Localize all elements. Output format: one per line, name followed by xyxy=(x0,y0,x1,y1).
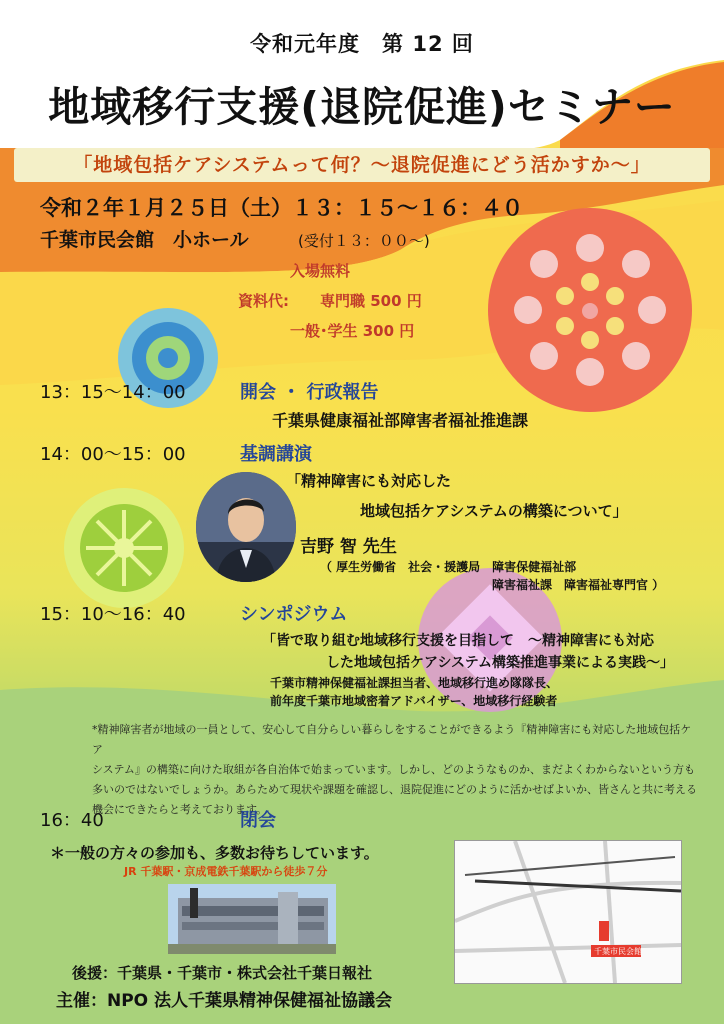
program-time-2: 14：00～15：00 xyxy=(40,444,186,465)
map-venue-label: 千葉市民会館 xyxy=(594,947,642,956)
event-venue: 千葉市民会館 小ホール xyxy=(40,229,249,251)
speaker-name: 吉野 智 先生 xyxy=(300,537,397,557)
program-time-3: 15：10～16：40 xyxy=(40,604,186,625)
seminar-theme: 「地域包括ケアシステムって何？～退院促進にどう活かすか～」 xyxy=(14,148,710,182)
description-line: 多いのではないでしょうか。あらためて現状や課題を確認し、退院促進にどのように活かせばよいか、皆さんと共に考える xyxy=(92,783,697,796)
speaker-affiliation-2: 障害福祉課 障害福祉専門官 ） xyxy=(492,578,665,592)
program-title-1: 開会 ・ 行政報告 xyxy=(240,382,379,403)
event-description xyxy=(92,720,700,820)
reception-time: (受付１３：００～) xyxy=(298,232,430,250)
seminar-title: 地域移行支援(退院促進)セミナー xyxy=(48,83,676,131)
venue-building-photo xyxy=(168,884,336,954)
description-line: システム』の構築に向けた取組が各自治体で始まっています。しかし、どのようなものか、まだよくわからないという方も xyxy=(92,763,696,776)
program-detail-1: 千葉県健康福祉部障害者福祉推進課 xyxy=(272,411,529,430)
fee-professional: 専門職 500 円 xyxy=(320,292,422,310)
symposium-theme-line2: した地域包括ケアシステム構築推進事業による実践～」 xyxy=(326,655,675,671)
fee-general: 一般･学生 300 円 xyxy=(290,322,415,340)
supporters: 後援：千葉県・千葉市・株式会社千葉日報社 xyxy=(72,964,373,982)
admission-free: 入場無料 xyxy=(290,262,351,280)
speaker-affiliation-1: （ 厚生労働省 社会・援護局 障害保健福祉部 xyxy=(320,560,577,574)
lecture-title-line1: 「精神障害にも対応した xyxy=(286,472,452,490)
program-title-4: 閉会 xyxy=(240,810,276,831)
access-map xyxy=(454,840,682,984)
speaker-photo xyxy=(196,472,296,582)
lecture-title-line2: 地域包括ケアシステムの構築について」 xyxy=(360,502,628,520)
fee-label: 資料代: xyxy=(238,292,289,310)
description-line: *精神障害者が地域の一員として、安心して自分らしい暮らしをすることができるよう『精神障害にも対応した地域包括ケア xyxy=(92,723,692,756)
symposium-panel-1: 千葉市精神保健福祉課担当者、地域移行進め隊隊長、 xyxy=(270,676,559,690)
green-flower-decoration xyxy=(64,488,184,608)
access-info: JR 千葉駅・京成電鉄千葉駅から徒歩７分 xyxy=(124,865,328,878)
symposium-panel-2: 前年度千葉市地域密着アドバイザー、地域移行経験者 xyxy=(270,694,558,708)
dotted-circle-decoration xyxy=(488,208,692,412)
program-title-2: 基調講演 xyxy=(240,444,312,465)
organizer: 主催：NPO 法人千葉県精神保健福祉協議会 xyxy=(56,991,393,1011)
event-date: 令和２年１月２５日（土）１３：１５～１６：４０ xyxy=(40,196,523,220)
description-line: 機会にできたらと考えております。 xyxy=(92,803,268,816)
edition-heading: 令和元年度 第 12 回 xyxy=(250,32,474,56)
program-time-1: 13：15～14：00 xyxy=(40,382,186,403)
program-title-3: シンポジウム xyxy=(240,604,348,625)
symposium-theme-line1: 「皆で取り組む地域移行支援を目指して ～精神障害にも対応 xyxy=(262,633,654,649)
invitation-text: ＊一般の方々の参加も、多数お待ちしています。 xyxy=(50,844,379,862)
program-time-4: 16：40 xyxy=(40,810,104,831)
